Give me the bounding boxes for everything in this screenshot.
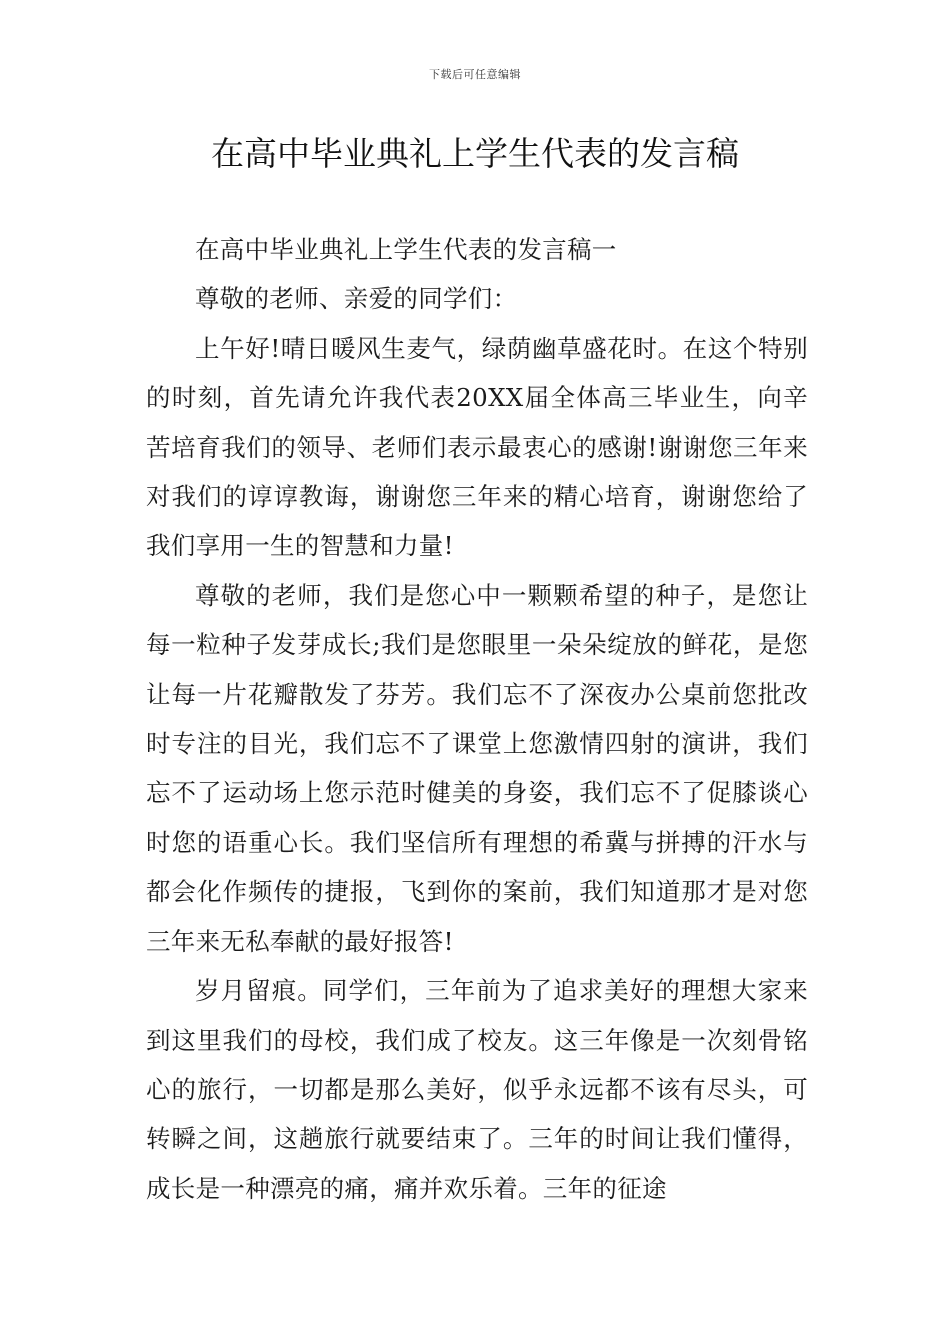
paragraph-teachers: 尊敬的老师，我们是您心中一颗颗希望的种子，是您让每一粒种子发芽成长;我们是您眼里一朵朵绽放的鲜花，是您让每一片花瓣散发了芬芳。我们忘不了深夜办公桌前您批改时专注的目光，我们忘不了课堂上您激情四射的演讲，我们忘不了运动场上您示范时健美的身姿，我们忘不了促膝谈心时您的语重心长。我们坚信所有理想的希冀与拼搏的汗水与都会化作频传的捷报，飞到你的案前，我们知道那才是对您三年来无私奉献的最好报答! bbox=[146, 580, 808, 956]
paragraph-greeting: 上午好!晴日暖风生麦气，绿荫幽草盛花时。在这个特别的时刻，首先请允许我代表20XX届全体高三毕业生，向辛苦培育我们的领导、老师们表示最衷心的感谢!谢谢您三年来对我们的谆谆教诲，谢谢您三年来的精心培育，谢谢您给了我们享用一生的智慧和力量! bbox=[146, 333, 808, 561]
paragraph-salutation: 尊敬的老师、亲爱的同学们： bbox=[195, 284, 518, 314]
paragraph-subtitle: 在高中毕业典礼上学生代表的发言稿一 bbox=[195, 235, 617, 264]
document-title: 在高中毕业典礼上学生代表的发言稿 bbox=[211, 134, 739, 173]
paragraph-years: 岁月留痕。同学们，三年前为了追求美好的理想大家来到这里我们的母校，我们成了校友。这三年像是一次刻骨铭心的旅行，一切都是那么美好，似乎永远都不该有尽头，可转瞬之间，这趟旅行就要结束了。三年的时间让我们懂得，成长是一种漂亮的痛，痛并欢乐着。三年的征途 bbox=[146, 976, 808, 1203]
header-note: 下载后可任意编辑 bbox=[429, 68, 521, 81]
document-body bbox=[146, 225, 808, 1213]
